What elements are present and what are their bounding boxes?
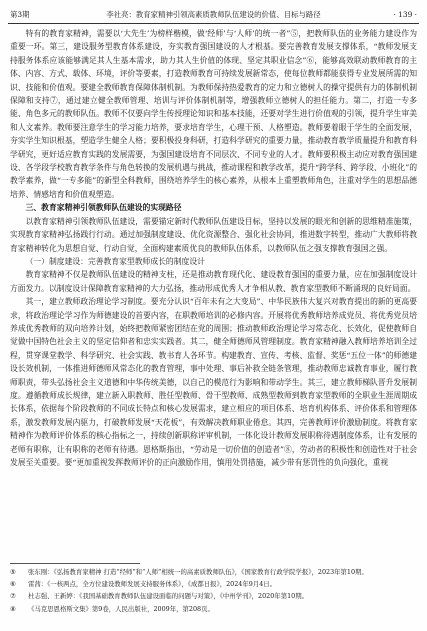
footnote-text: 《马克思恩格斯文集》第9卷，人民出版社，2009年，第208页。 xyxy=(28,604,214,613)
footnote-text: 杜志强、王新婷：《我国基础教育教师队伍建设面临的问题与对策》，《中州学刊》，2020年第10期。 xyxy=(28,592,308,601)
footnote-mark: ⑧ xyxy=(10,604,16,613)
footnote xyxy=(10,590,417,602)
subsection-heading: （一）制度建设：完善教育家型教师成长的制度设计 xyxy=(25,256,205,266)
page-number: · 139 · xyxy=(393,10,417,19)
issue-label: 第3期 xyxy=(10,10,30,19)
footnote xyxy=(10,603,417,615)
header-rule xyxy=(8,23,419,24)
paragraph: 特有的教育家精神，需要以‘大先生’为榜样楷模，做‘经师’与‘人师’的统一者”⑤，把教师队伍的业务能力建设作为重要一环。第三，建设服务型教育体系建设，夯实教育强国建设的人才根基。要完善教育发展支撑体系，“教师发展支持服务体系应该能够满足其人生基本需求，助力其人生价值的体现、坚定其职业信念”⑥，能够高效联动教师教育的主体、内容、方式、载体、环境，评价等要素，打造教师教育可持续发展新常态，使每位教师都能获得专业发展所需的知识、技能和价值观。要建全教师教育保障体制机制。为教师保持热爱教育的定力和立德树人的操守提供有力的体制机制保障和支持⑦，通过建立健全教师管理、培训与评价体制机制等，增强教师立德树人的担任能力。第二，打造一专多能、角色多元的教师队伍。教师不仅要向学生传授理论知识和基本技能，还要对学生进行价值观的引领，提升学生审美和人文素养。教师要注意学生的学习能力培养，要求培育学生，心理干预、人格塑造。教师要着眼于学生的全面发展，夯实学生知识根基，塑造学生健全人格；要积极投身科研，打造科学研究的重要力量，推动教育教学质量提升和教育科学研究，更好适应教育实践的发展需要，为强国建设培育不同层次、不同专业的人才。教师要积极主动应对教育强国建设、各学段学校教育教学条件与角色转换的发展机遇与挑战，推动课程和教学改革，提升“跨学科、跨学段、小班化”的教学素养，做“一专多能”的新型全科教师，围绕培养学生的核心素养，从根本上重塑教师角色，注重对学生的思想品德培养、情感培育和价值观塑造。 xyxy=(10,29,417,199)
footnote-mark: ⑦ xyxy=(10,592,16,601)
footnote-text: 张东刚：《弘扬教育家精神 打造“经师”和“人师”相统一的高素质教师队伍》，《国家教育行政学院学报》，2023年第10期。 xyxy=(28,568,368,576)
section-heading: 三、教育家精神引领教师队伍建设的实现路径 xyxy=(25,203,182,213)
footnote xyxy=(10,578,417,590)
footnote-text: 雷茜：《一核两点，全方位建设教师发展支持服务体系》，《成都日报》，2024年9月4日。 xyxy=(28,580,277,589)
footnote-rule xyxy=(10,563,140,564)
running-title: 李社亮：教育家精神引领高素质教师队伍建设的价值、目标与路径 xyxy=(106,10,321,19)
footnote-mark: ⑤ xyxy=(10,568,16,576)
article-body xyxy=(10,27,417,547)
paragraph: 其一，建立教师政治理论学习制度。要充分认识“百年未有之大变局”、中华民族伟大复兴对教育提出的新的更高要求，将政治理论学习作为师德建设的首要内容，在职教师培训的必修内容。开展将优秀教师培养成党员、将优秀党员培养成优秀教师的双向培养计划，始终把教师紧密团结在党的周围；推动教师政治理论学习常态化、长效化，促使教师自觉做中国特色社会主义的坚定信仰者和忠实实践者。其二，健全师德师风管理制度。教育家精神融入教师培养培训全过程，贯穿课堂教学、科学研究、社会实践、教书育人各环节。构建教育、宣传、考核、监督、奖惩“五位一体”的师德建设长效机制，一体推进师德师风常态化的教育管理，事中处理、事后补救全链条管理，推动教师忠诚教育事业，履行教师职责，带头弘扬社会主义道德和中华传统美德，以自己的模范行为影响和带动学生。其三，建立教师梯队晋升发展制度。遵循教师成长规律，建立新入职教师、胜任型教师、骨干型教师、成熟型教师到教育家型教师的全职业生涯周期成长体系，依据每个阶段教师的不同成长特点和核心发展需求，建立相应的项目体系、培育机构体系、评价体系和管理体系，激发教师发展内驱力，打破教师发展“天花板”，有效解决教师职业倦怠。其四，完善教师评价激励制度。将教育家精神作为教师评价体系的核心指标之一，持续创新职称评审机制，一体化设计教师发展职称待遇制度体系，让有发展的老师有职称，让有职称的老师有待遇。恩格斯指出，“劳动是一切价值的创造者”⑧，劳动者的积极性和创造性对于社会发展至关重要。要“更加重视发挥教师评价的正向激励作用，慎用处罚措施，减少带有惩罚性的负向强化，重视 xyxy=(10,297,417,467)
paragraph: 以教育家精神引领教师队伍建设，需要锚定新时代教师队伍建设目标，坚持以发展的眼光和创新的思维精准施策，实现教育家精神弘扬践行行动。通过加强制度建设、优化资源整合、强化社会协同，推进数字转型，推动广大教师将教育家精神转化为思想自觉、行动自觉，全面构建素质优良的教师队伍体系，以教师队伍之强支撑教育强国之强。 xyxy=(10,216,417,253)
paragraph: 教育家精神不仅是教师队伍建设的精神支柱，还是推动教育现代化、建设教育强国的重要力量，应在加强制度设计方面发力。以制度设计保障教育家精神的大力弘扬，推动形成优秀人才争相从教、教育家型教师不断涌现的良好局面。 xyxy=(10,270,417,293)
footnotes xyxy=(10,566,417,615)
footnote-mark: ⑥ xyxy=(10,580,16,589)
footnote xyxy=(10,566,417,578)
running-header xyxy=(8,8,419,22)
